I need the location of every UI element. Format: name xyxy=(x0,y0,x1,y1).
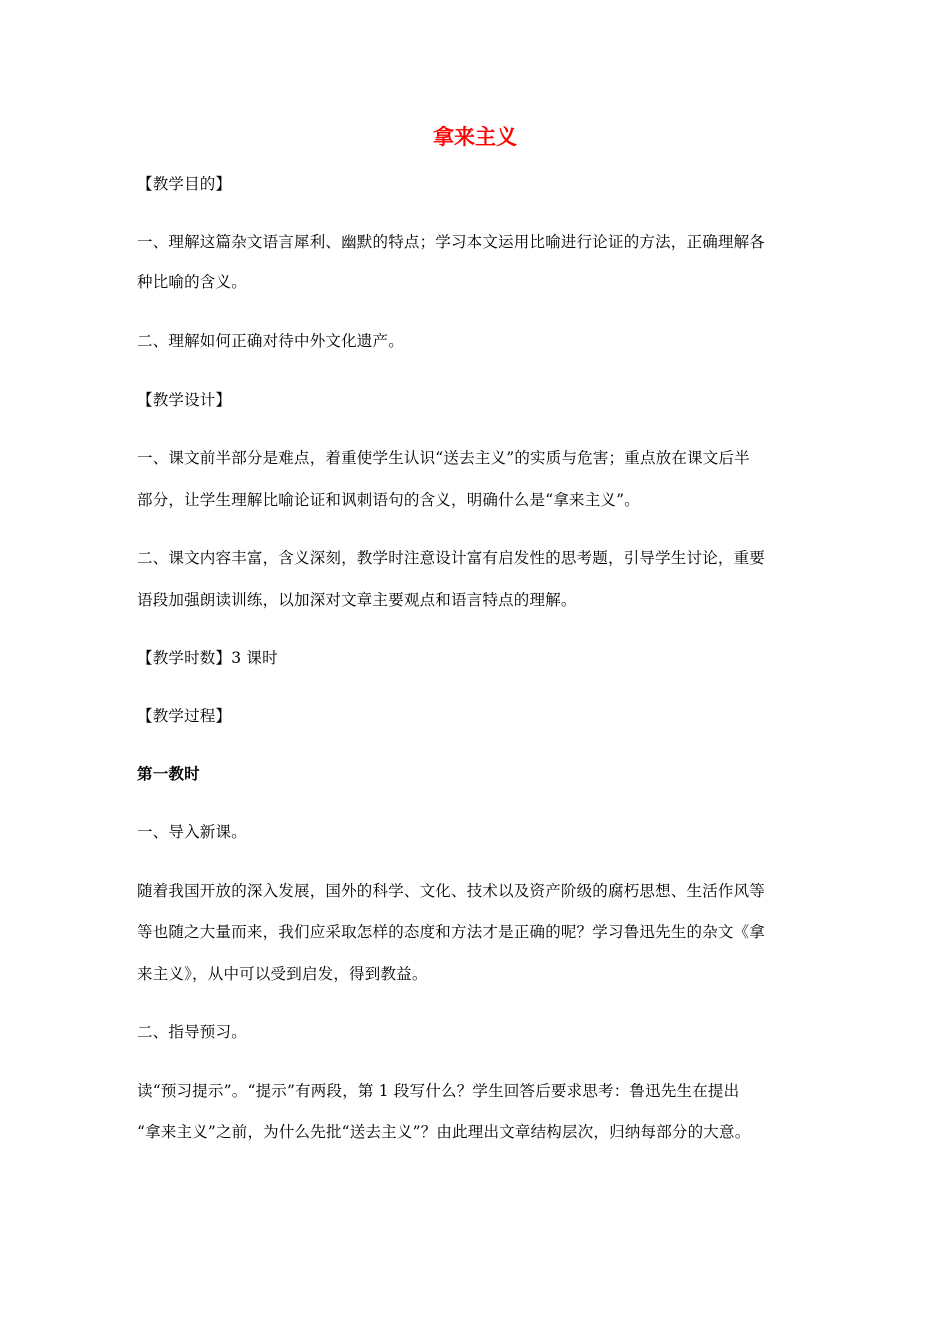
paragraph-line: 来主义》，从中可以受到启发，得到教益。 xyxy=(137,965,428,983)
paragraph-line: 种比喻的含义。 xyxy=(137,273,247,291)
paragraph-line: 随着我国开放的深入发展，国外的科学、文化、技术以及资产阶级的腐朽思想、生活作风等 xyxy=(137,882,766,900)
document-title: 拿来主义 xyxy=(433,125,517,149)
paragraph-line: 等也随之大量而来，我们应采取怎样的态度和方法才是正确的呢？学习鲁迅先生的杂文《拿 xyxy=(137,923,766,941)
paragraph-line: 语段加强朗读训练，以加深对文章主要观点和语言特点的理解。 xyxy=(137,591,577,609)
section-heading-objectives: 【教学目的】 xyxy=(137,175,232,193)
section-heading-design: 【教学设计】 xyxy=(137,391,232,409)
paragraph-line: 一、课文前半部分是难点，着重使学生认识“送去主义”的实质与危害；重点放在课文后半 xyxy=(137,449,750,467)
paragraph-line: 一、理解这篇杂文语言犀利、幽默的特点；学习本文运用比喻进行论证的方法，正确理解各 xyxy=(137,233,766,251)
paragraph-line: 部分，让学生理解比喻论证和讽刺语句的含义，明确什么是“拿来主义”。 xyxy=(137,491,640,509)
paragraph-line: 一、导入新课。 xyxy=(137,823,247,841)
paragraph-line: 二、理解如何正确对待中外文化遗产。 xyxy=(137,332,404,350)
lesson-heading: 第一教时 xyxy=(137,765,200,783)
section-heading-process: 【教学过程】 xyxy=(137,707,232,725)
section-heading-hours: 【教学时数】3 课时 xyxy=(137,649,278,667)
paragraph-line: 二、指导预习。 xyxy=(137,1023,247,1041)
paragraph-line: “拿来主义”之前，为什么先批“送去主义”？由此理出文章结构层次，归纳每部分的大意。 xyxy=(137,1123,751,1141)
paragraph-line: 二、课文内容丰富，含义深刻，教学时注意设计富有启发性的思考题，引导学生讨论，重要 xyxy=(137,549,766,567)
paragraph-line: 读“预习提示”。“提示”有两段，第 1 段写什么？学生回答后要求思考：鲁迅先生在提出 xyxy=(137,1082,740,1100)
